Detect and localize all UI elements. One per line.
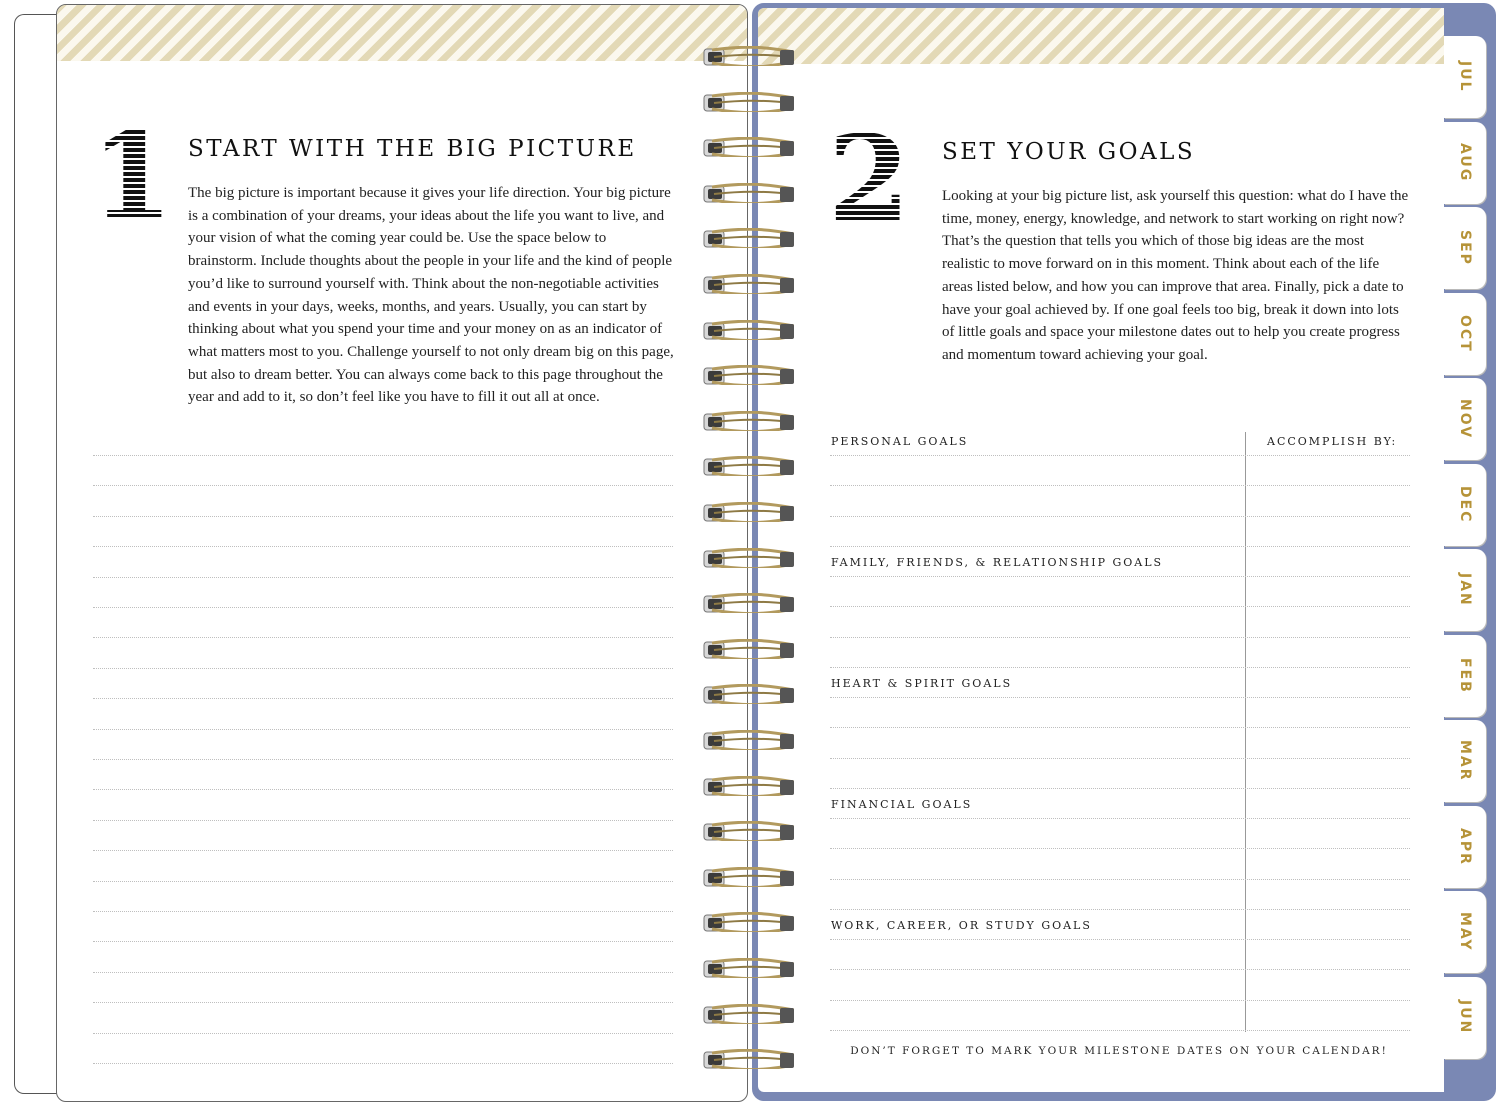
goal-line[interactable]	[830, 879, 1410, 880]
column-divider	[1245, 432, 1246, 1032]
spiral-coil	[702, 92, 794, 112]
month-tab-dec[interactable]	[1444, 464, 1486, 546]
month-tab-nov[interactable]	[1444, 378, 1486, 460]
writing-line[interactable]	[93, 729, 673, 730]
accomplish-by-header: ACCOMPLISH BY:	[1267, 435, 1398, 448]
right-page-body: Looking at your big picture list, ask yourself this question: what do I have the time, money, energy, knowledge, and network to start working on right now? That’s the question that tells you which of those big ideas are the most realistic to move forward on in this moment. Think about each of the life areas listed below, and how you can improve that area. Finally, pick a date to have your goal achieved by. If one goal feels too big, break it down into lots of little goals and space your milestone dates out to help you create progress and momentum toward achieving your goal.	[942, 188, 1409, 363]
spiral-coil	[702, 958, 794, 978]
spiral-coil	[702, 684, 794, 704]
writing-line[interactable]	[93, 850, 673, 851]
spiral-coil	[702, 320, 794, 340]
goal-line[interactable]	[830, 485, 1410, 486]
goal-line[interactable]	[830, 576, 1410, 577]
goal-line[interactable]	[830, 1030, 1410, 1031]
month-tab-label: JUN	[1457, 1000, 1473, 1035]
header-stripe	[57, 5, 747, 61]
spiral-coil	[702, 274, 794, 294]
goal-line[interactable]	[830, 697, 1410, 698]
month-tab-aug[interactable]	[1444, 122, 1486, 204]
writing-line[interactable]	[93, 637, 673, 638]
spiral-coil	[702, 639, 794, 659]
goal-line[interactable]	[830, 939, 1410, 940]
spiral-coil	[702, 137, 794, 157]
spiral-coil	[702, 456, 794, 476]
month-tab-feb[interactable]	[1444, 635, 1486, 717]
writing-line[interactable]	[93, 972, 673, 973]
writing-line[interactable]	[93, 881, 673, 882]
goal-line[interactable]	[830, 727, 1410, 728]
goal-line[interactable]	[830, 546, 1410, 547]
spiral-coil	[702, 502, 794, 522]
writing-line[interactable]	[93, 789, 673, 790]
goal-line[interactable]	[830, 455, 1410, 456]
writing-line[interactable]	[93, 1033, 673, 1034]
spiral-coil	[702, 593, 794, 613]
month-tab-label: AUG	[1457, 142, 1473, 183]
goal-line[interactable]	[830, 667, 1410, 668]
step-number-2: 2	[828, 109, 911, 248]
writing-line[interactable]	[93, 1063, 673, 1064]
writing-line[interactable]	[93, 759, 673, 760]
month-tab-label: FEB	[1457, 657, 1473, 694]
spiral-coil	[702, 912, 794, 932]
month-tab-apr[interactable]	[1444, 806, 1486, 888]
spiral-coil	[702, 730, 794, 750]
month-tab-label: SEP	[1457, 230, 1473, 266]
writing-line[interactable]	[93, 455, 673, 456]
month-tab-oct[interactable]	[1444, 293, 1486, 375]
spiral-coil	[702, 548, 794, 568]
month-tab-label: JUL	[1457, 61, 1473, 93]
spiral-coil	[702, 1004, 794, 1024]
goal-section-label: WORK, CAREER, OR STUDY GOALS	[831, 919, 1092, 932]
goal-line[interactable]	[830, 909, 1410, 910]
spiral-coil	[702, 46, 794, 66]
spiral-coil	[702, 1049, 794, 1069]
month-tab-label: OCT	[1457, 314, 1473, 353]
milestone-reminder: DON’T FORGET TO MARK YOUR MILESTONE DATES ON YOUR CALENDAR!	[850, 1045, 1388, 1057]
writing-line[interactable]	[93, 546, 673, 547]
month-tab-may[interactable]	[1444, 891, 1486, 973]
right-page-title: SET YOUR GOALS	[942, 139, 1196, 165]
month-tab-label: APR	[1457, 827, 1473, 866]
spiral-coil	[702, 867, 794, 887]
writing-line[interactable]	[93, 516, 673, 517]
goal-line[interactable]	[830, 606, 1410, 607]
right-page	[758, 8, 1444, 1092]
goal-line[interactable]	[830, 637, 1410, 638]
month-tab-jan[interactable]	[1444, 549, 1486, 631]
spiral-coil	[702, 228, 794, 248]
goal-line[interactable]	[830, 848, 1410, 849]
month-tab-label: JAN	[1457, 573, 1473, 607]
goal-section-label: FINANCIAL GOALS	[831, 798, 973, 811]
goal-line[interactable]	[830, 1000, 1410, 1001]
writing-line[interactable]	[93, 485, 673, 486]
writing-line[interactable]	[93, 820, 673, 821]
writing-line[interactable]	[93, 607, 673, 608]
month-tab-label: MAR	[1457, 740, 1473, 782]
left-page	[56, 4, 748, 1102]
spiral-coil	[702, 411, 794, 431]
goal-line[interactable]	[830, 818, 1410, 819]
spiral-coil	[702, 821, 794, 841]
month-tab-sep[interactable]	[1444, 207, 1486, 289]
step-number-1: 1	[91, 106, 174, 245]
header-stripe	[758, 8, 1444, 64]
spiral-coil	[702, 183, 794, 203]
month-tab-jul[interactable]	[1444, 36, 1486, 118]
month-tab-label: DEC	[1457, 485, 1473, 524]
left-page-body: The big picture is important because it gives your life direction. Your big picture is a combination of your dreams, your ideas about the life you want to live, and your vision of what the coming year could be. Use the space below to brainstorm. Include thoughts about the people in your life and the kind of people you’d like to surround yourself with. Think about the non-negotiable activities and events in your days, weeks, months, and years. Usually, you can start by thinking about what you spend your time and your money on as an indicator of what matters most to you. Challenge yourself to not only dream big on this page, but also to dream better. You can always come back to this page throughout the year and add to it, so don’t feel like you have to fill it out all at once.	[188, 185, 674, 406]
writing-line[interactable]	[93, 1002, 673, 1003]
spiral-coil	[702, 365, 794, 385]
month-tab-label: MAY	[1457, 912, 1473, 952]
goal-section-label: HEART & SPIRIT GOALS	[831, 677, 1013, 690]
goal-section-label: FAMILY, FRIENDS, & RELATIONSHIP GOALS	[831, 556, 1164, 569]
writing-line[interactable]	[93, 668, 673, 669]
goal-line[interactable]	[830, 788, 1410, 789]
writing-line[interactable]	[93, 577, 673, 578]
goal-line[interactable]	[830, 758, 1410, 759]
writing-line[interactable]	[93, 941, 673, 942]
goal-line[interactable]	[830, 516, 1410, 517]
writing-line[interactable]	[93, 911, 673, 912]
writing-line[interactable]	[93, 698, 673, 699]
goal-line[interactable]	[830, 969, 1410, 970]
left-page-title: START WITH THE BIG PICTURE	[188, 136, 637, 162]
month-tab-mar[interactable]	[1444, 720, 1486, 802]
month-tab-label: NOV	[1457, 398, 1473, 440]
goal-section-label: PERSONAL GOALS	[831, 435, 969, 448]
spiral-coil	[702, 776, 794, 796]
month-tab-jun[interactable]	[1444, 977, 1486, 1059]
